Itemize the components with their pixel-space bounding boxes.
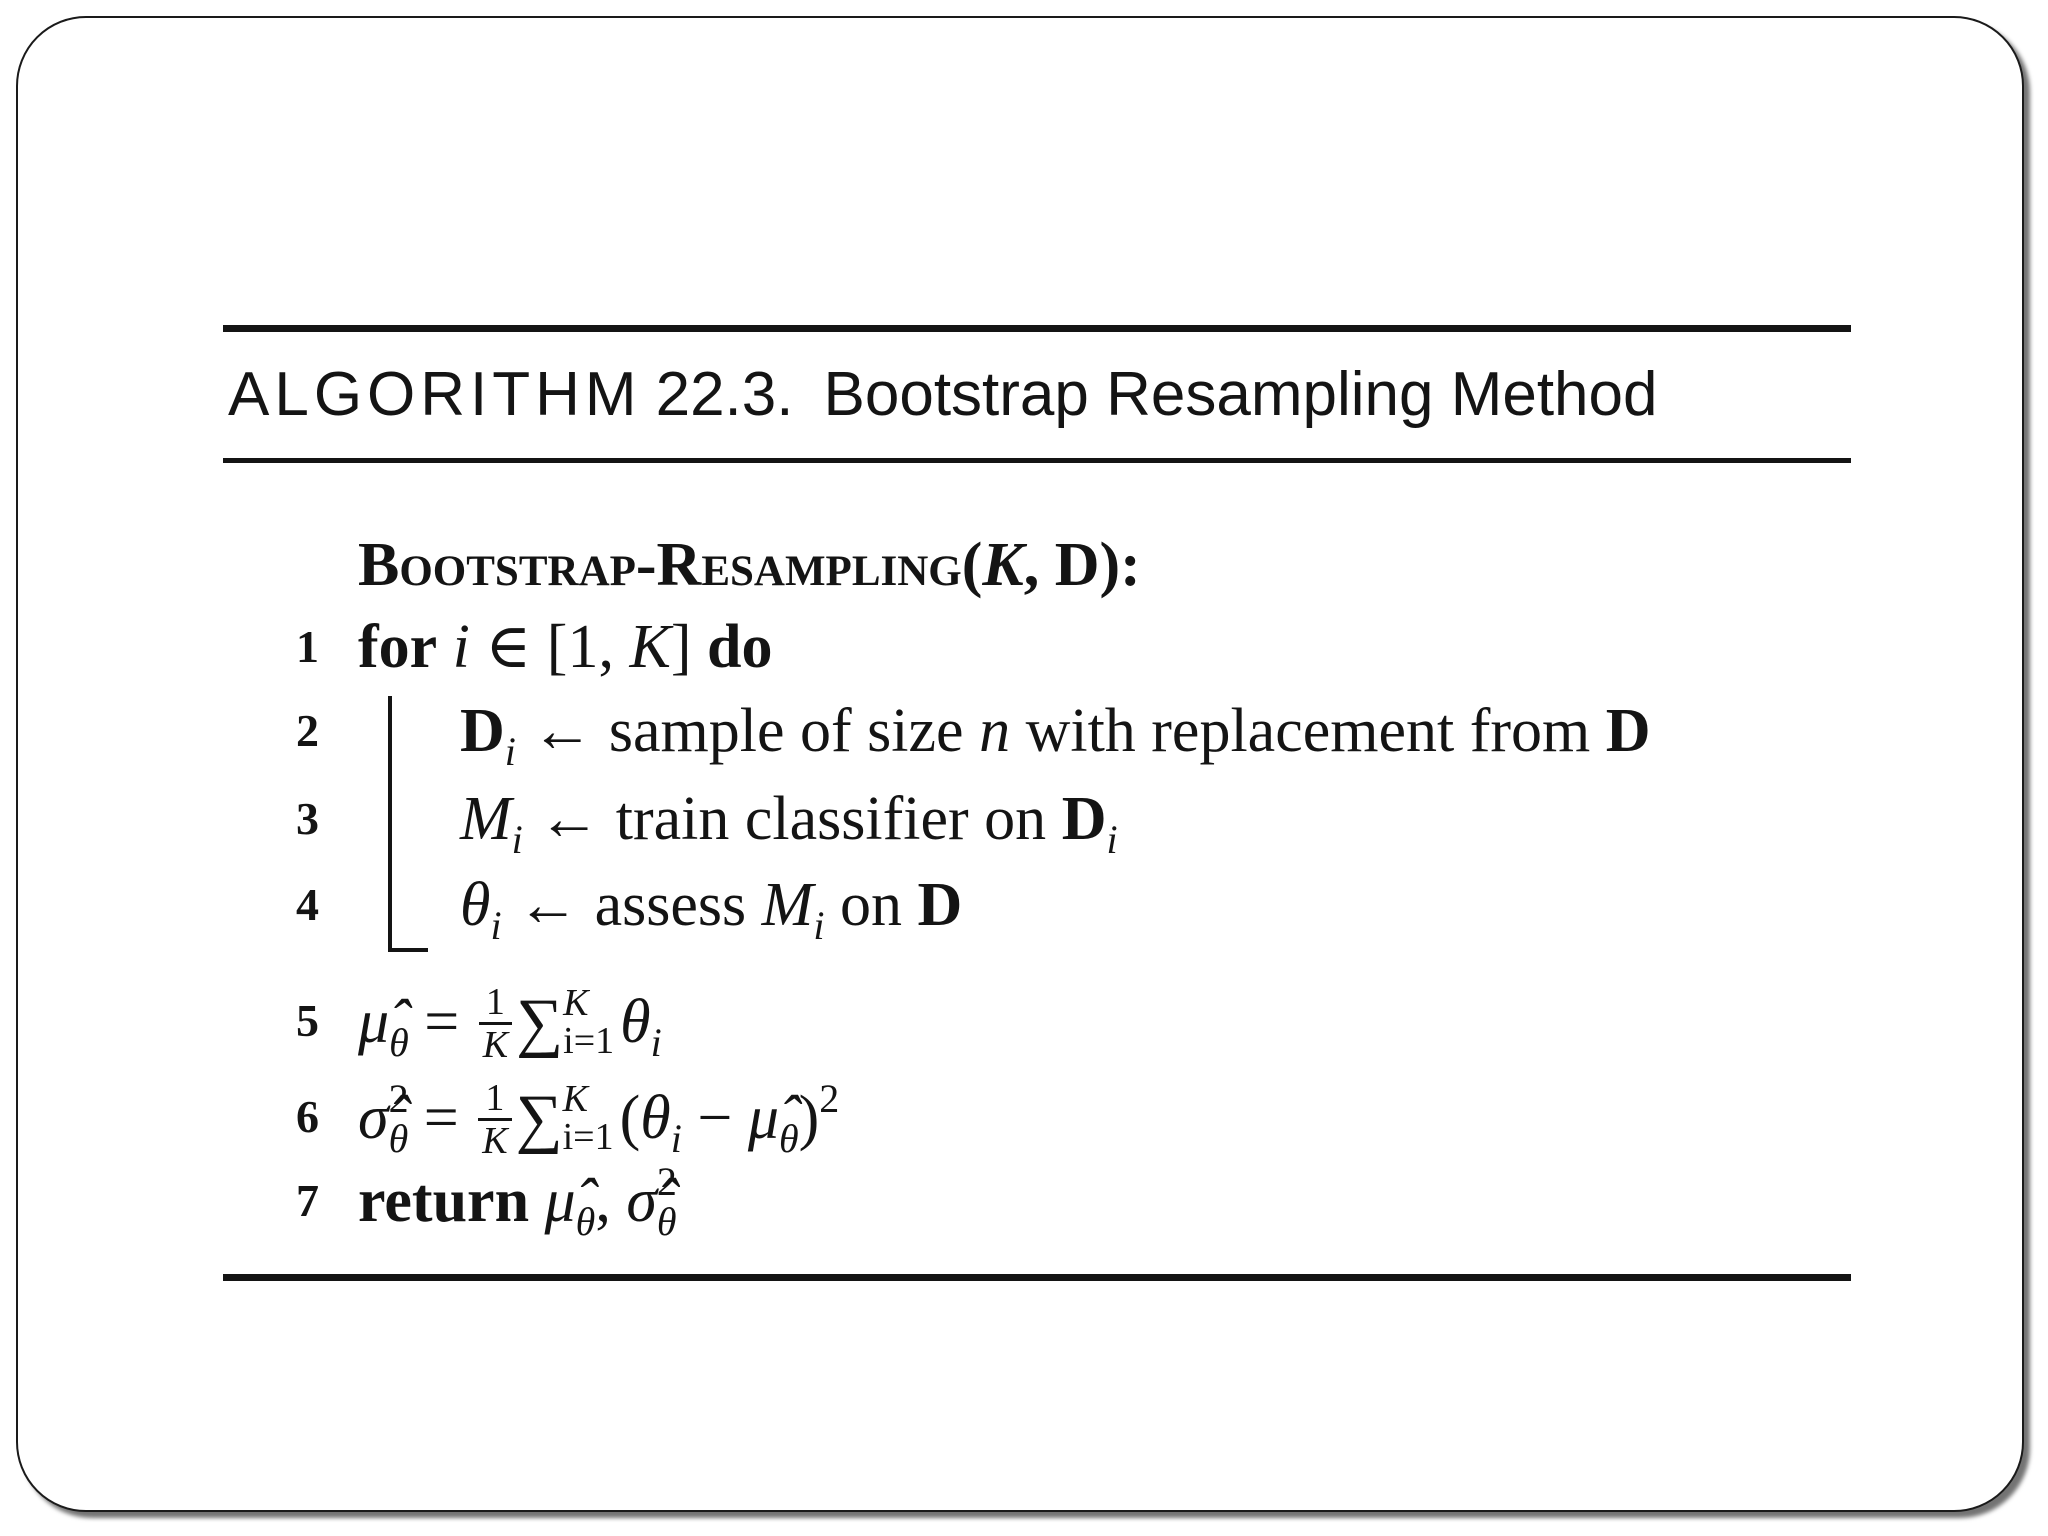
symbol-mu-hat: μ̂ bbox=[544, 1167, 576, 1235]
subscript-i: i bbox=[490, 903, 502, 948]
comma: , bbox=[595, 1167, 627, 1235]
superscript-2: 2 bbox=[656, 1159, 677, 1204]
procedure-name: Bootstrap-Resampling( bbox=[358, 531, 983, 599]
subscript-i: i bbox=[511, 817, 523, 862]
fraction bbox=[479, 982, 512, 1065]
sum-lower: i=1 bbox=[563, 1019, 615, 1062]
line-number: 7 bbox=[296, 1175, 319, 1226]
line-code bbox=[358, 1074, 839, 1165]
keyword-do: do bbox=[706, 613, 773, 681]
algorithm-number: 22.3. bbox=[655, 360, 794, 429]
subscript-i: i bbox=[670, 1116, 682, 1161]
subscript-theta: θ bbox=[778, 1116, 799, 1161]
subscript-theta: θ bbox=[388, 1116, 409, 1161]
symbol-m: M bbox=[761, 871, 814, 939]
algorithm-label: ALGORITHM bbox=[228, 360, 642, 429]
var-i: i bbox=[452, 613, 470, 681]
line-number: 2 bbox=[296, 705, 319, 756]
var-n: n bbox=[979, 697, 1011, 765]
line-number: 5 bbox=[296, 995, 319, 1046]
equals: = bbox=[408, 988, 475, 1056]
text-replacement: with replacement from bbox=[1010, 697, 1606, 765]
text-assess: ← assess bbox=[501, 871, 762, 939]
line-code bbox=[460, 862, 962, 948]
line-number: 4 bbox=[296, 879, 319, 930]
subscript-i: i bbox=[650, 1020, 662, 1065]
symbol-sigma-hat: σ̂ bbox=[358, 1084, 389, 1152]
line-code bbox=[358, 604, 772, 690]
symbol-d: D bbox=[460, 697, 505, 765]
fraction bbox=[478, 1078, 511, 1161]
sum-symbol: ∑ bbox=[515, 1082, 563, 1155]
fraction-numerator: 1 bbox=[478, 1078, 511, 1121]
subscript-i: i bbox=[813, 903, 825, 948]
superscript-2: 2 bbox=[819, 1076, 840, 1121]
text-sample: ← sample of size bbox=[515, 697, 980, 765]
symbol-m: M bbox=[460, 785, 512, 853]
paren-close: ) bbox=[798, 1084, 820, 1152]
symbol-d: D bbox=[1061, 785, 1107, 853]
equals: = bbox=[408, 1084, 475, 1152]
paren-open: ( bbox=[619, 1084, 641, 1152]
range-open: ∈ [1, bbox=[469, 613, 630, 681]
line-code bbox=[460, 776, 1118, 862]
subscript-theta: θ bbox=[389, 1020, 409, 1065]
minus: − bbox=[681, 1084, 748, 1152]
superscript-2: 2 bbox=[388, 1076, 409, 1121]
subscript-theta: θ bbox=[575, 1199, 596, 1244]
sum-symbol: ∑ bbox=[516, 986, 564, 1059]
algorithm-title bbox=[228, 350, 1658, 440]
title-rule bbox=[223, 458, 1851, 463]
fraction-denominator: K bbox=[482, 1024, 509, 1067]
text-on: on bbox=[824, 871, 918, 939]
procedure-arg-sep: , bbox=[1023, 531, 1055, 599]
symbol-theta: θ bbox=[460, 871, 491, 939]
procedure-close: ): bbox=[1099, 531, 1141, 599]
line-code bbox=[460, 688, 1651, 774]
var-k: K bbox=[629, 613, 671, 681]
text-train: ← train classifier on bbox=[522, 785, 1062, 853]
symbol-theta: θ bbox=[620, 988, 651, 1056]
subscript-theta: θ bbox=[656, 1199, 677, 1244]
sum-limits bbox=[562, 1077, 614, 1158]
symbol-mu-hat: μ̂ bbox=[747, 1084, 779, 1152]
sum-upper: K bbox=[563, 981, 589, 1024]
subscript-i: i bbox=[1106, 817, 1118, 862]
algorithm-name: Bootstrap Resampling Method bbox=[823, 360, 1658, 429]
line-code bbox=[358, 1158, 677, 1244]
top-rule bbox=[223, 325, 1851, 332]
line-number: 6 bbox=[296, 1091, 319, 1142]
sum-limits bbox=[563, 981, 615, 1062]
symbol-d: D bbox=[917, 871, 963, 939]
line-code bbox=[358, 978, 662, 1069]
line-number: 1 bbox=[296, 621, 319, 672]
subscript-i: i bbox=[504, 729, 516, 774]
symbol-mu-hat: μ̂ bbox=[358, 988, 390, 1056]
sum-upper: K bbox=[562, 1077, 588, 1120]
range-close: ] bbox=[670, 613, 692, 681]
keyword-for: for bbox=[358, 613, 438, 681]
symbol-theta: θ bbox=[640, 1084, 671, 1152]
bottom-rule bbox=[223, 1274, 1851, 1281]
loop-bracket bbox=[388, 696, 428, 952]
fraction-numerator: 1 bbox=[479, 982, 512, 1025]
procedure-arg-k: K bbox=[982, 531, 1024, 599]
fraction-denominator: K bbox=[482, 1120, 508, 1163]
procedure-header bbox=[358, 520, 1141, 610]
procedure-arg-d: D bbox=[1054, 531, 1100, 599]
sum-lower: i=1 bbox=[562, 1115, 614, 1158]
symbol-d: D bbox=[1605, 697, 1651, 765]
keyword-return: return bbox=[358, 1167, 530, 1235]
symbol-sigma-hat: σ̂ bbox=[626, 1167, 657, 1235]
line-number: 3 bbox=[296, 793, 319, 844]
